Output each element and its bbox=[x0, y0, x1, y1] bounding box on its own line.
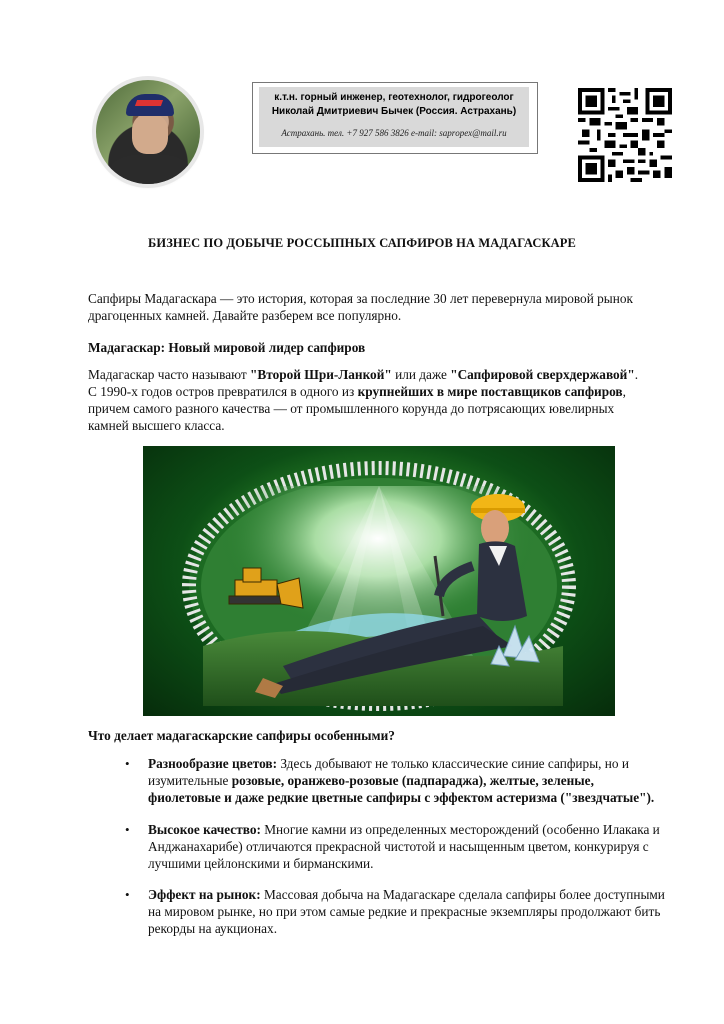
body-bold: "Сапфировой сверхдержавой" bbox=[450, 367, 635, 382]
list-item bbox=[88, 821, 668, 872]
author-photo bbox=[96, 80, 200, 184]
list-item bbox=[88, 886, 668, 937]
list-item bbox=[88, 755, 668, 806]
item-title: Разнообразие цветов: bbox=[148, 756, 278, 771]
photo-shirt bbox=[110, 154, 190, 184]
body-bold: крупнейших в мире поставщиков сапфиров bbox=[357, 384, 623, 399]
item-title: Эффект на рынок: bbox=[148, 887, 261, 902]
illustration-mining-woman bbox=[143, 446, 615, 716]
item-text: Здесь добывают не только классические синие сапфиры, но и изумительные bbox=[148, 756, 629, 788]
item-text: Массовая добыча на Мадагаскаре сделала сапфиры более доступными на мировом рынке, но при этом самые редкие и прекрасные экземпляры продолжают бить рекорды на аукционах. bbox=[148, 887, 665, 936]
illustration-graphic bbox=[143, 446, 615, 716]
bullet-icon: • bbox=[125, 822, 130, 837]
author-contact: Астрахань. тел. +7 927 586 3826 e-mail: saprорех@mail.ru bbox=[281, 128, 507, 138]
author-header-inner bbox=[259, 87, 529, 147]
section-heading-leader: Мадагаскар: Новый мировой лидер сапфиров bbox=[88, 340, 366, 355]
item-text: Многие камни из определенных месторождений (особенно Илакака и Анджанахарибе) отличаются прекрасной чистотой и насыщенным цветом, конкурируя с лучшими цейлонскими и бирманскими. bbox=[148, 822, 660, 871]
author-header-box bbox=[252, 82, 538, 154]
author-name: Николай Дмитриевич Бычек (Россия. Астрахань) bbox=[271, 106, 517, 117]
item-bold: розовые, оранжево-розовые (падпараджа), желтые, зеленые, фиолетовые и даже редкие цветные сапфиры с эффектом астеризма ("звездчатые"). bbox=[148, 773, 655, 805]
intro-paragraph: Сапфиры Мадагаскара — это история, которая за последние 30 лет перевернула мировой рынок драгоценных камней. Давайте разберем все популярно. bbox=[88, 291, 633, 323]
section-heading-special: Что делает мадагаскарские сапфиры особенными? bbox=[88, 728, 395, 743]
body-text: , причем самого разного качества — от промышленного корунда до потрясающих ювелирных камней высшего класса. bbox=[88, 384, 626, 433]
photo-face bbox=[132, 114, 168, 154]
qr-code-graphic bbox=[578, 88, 672, 182]
document-title: БИЗНЕС ПО ДОБЫЧЕ РОССЫПНЫХ САПФИРОВ НА МАДАГАСКАРЕ bbox=[148, 236, 576, 250]
body-text: . С 1990-х годов остров превратился в одного из bbox=[88, 367, 639, 399]
bullet-icon: • bbox=[125, 756, 130, 771]
section-body-leader bbox=[88, 366, 648, 434]
features-list bbox=[88, 755, 668, 951]
qr-code[interactable] bbox=[578, 88, 672, 182]
author-credentials: к.т.н. горный инженер, геотехнолог, гидрогеолог bbox=[274, 92, 514, 103]
item-title: Высокое качество: bbox=[148, 822, 261, 837]
bullet-icon: • bbox=[125, 887, 130, 902]
body-bold: "Второй Шри-Ланкой" bbox=[249, 367, 392, 382]
body-text: Мадагаскар часто называют bbox=[88, 367, 250, 382]
body-text: или даже bbox=[391, 367, 451, 382]
photo-cap-mark bbox=[135, 100, 163, 106]
